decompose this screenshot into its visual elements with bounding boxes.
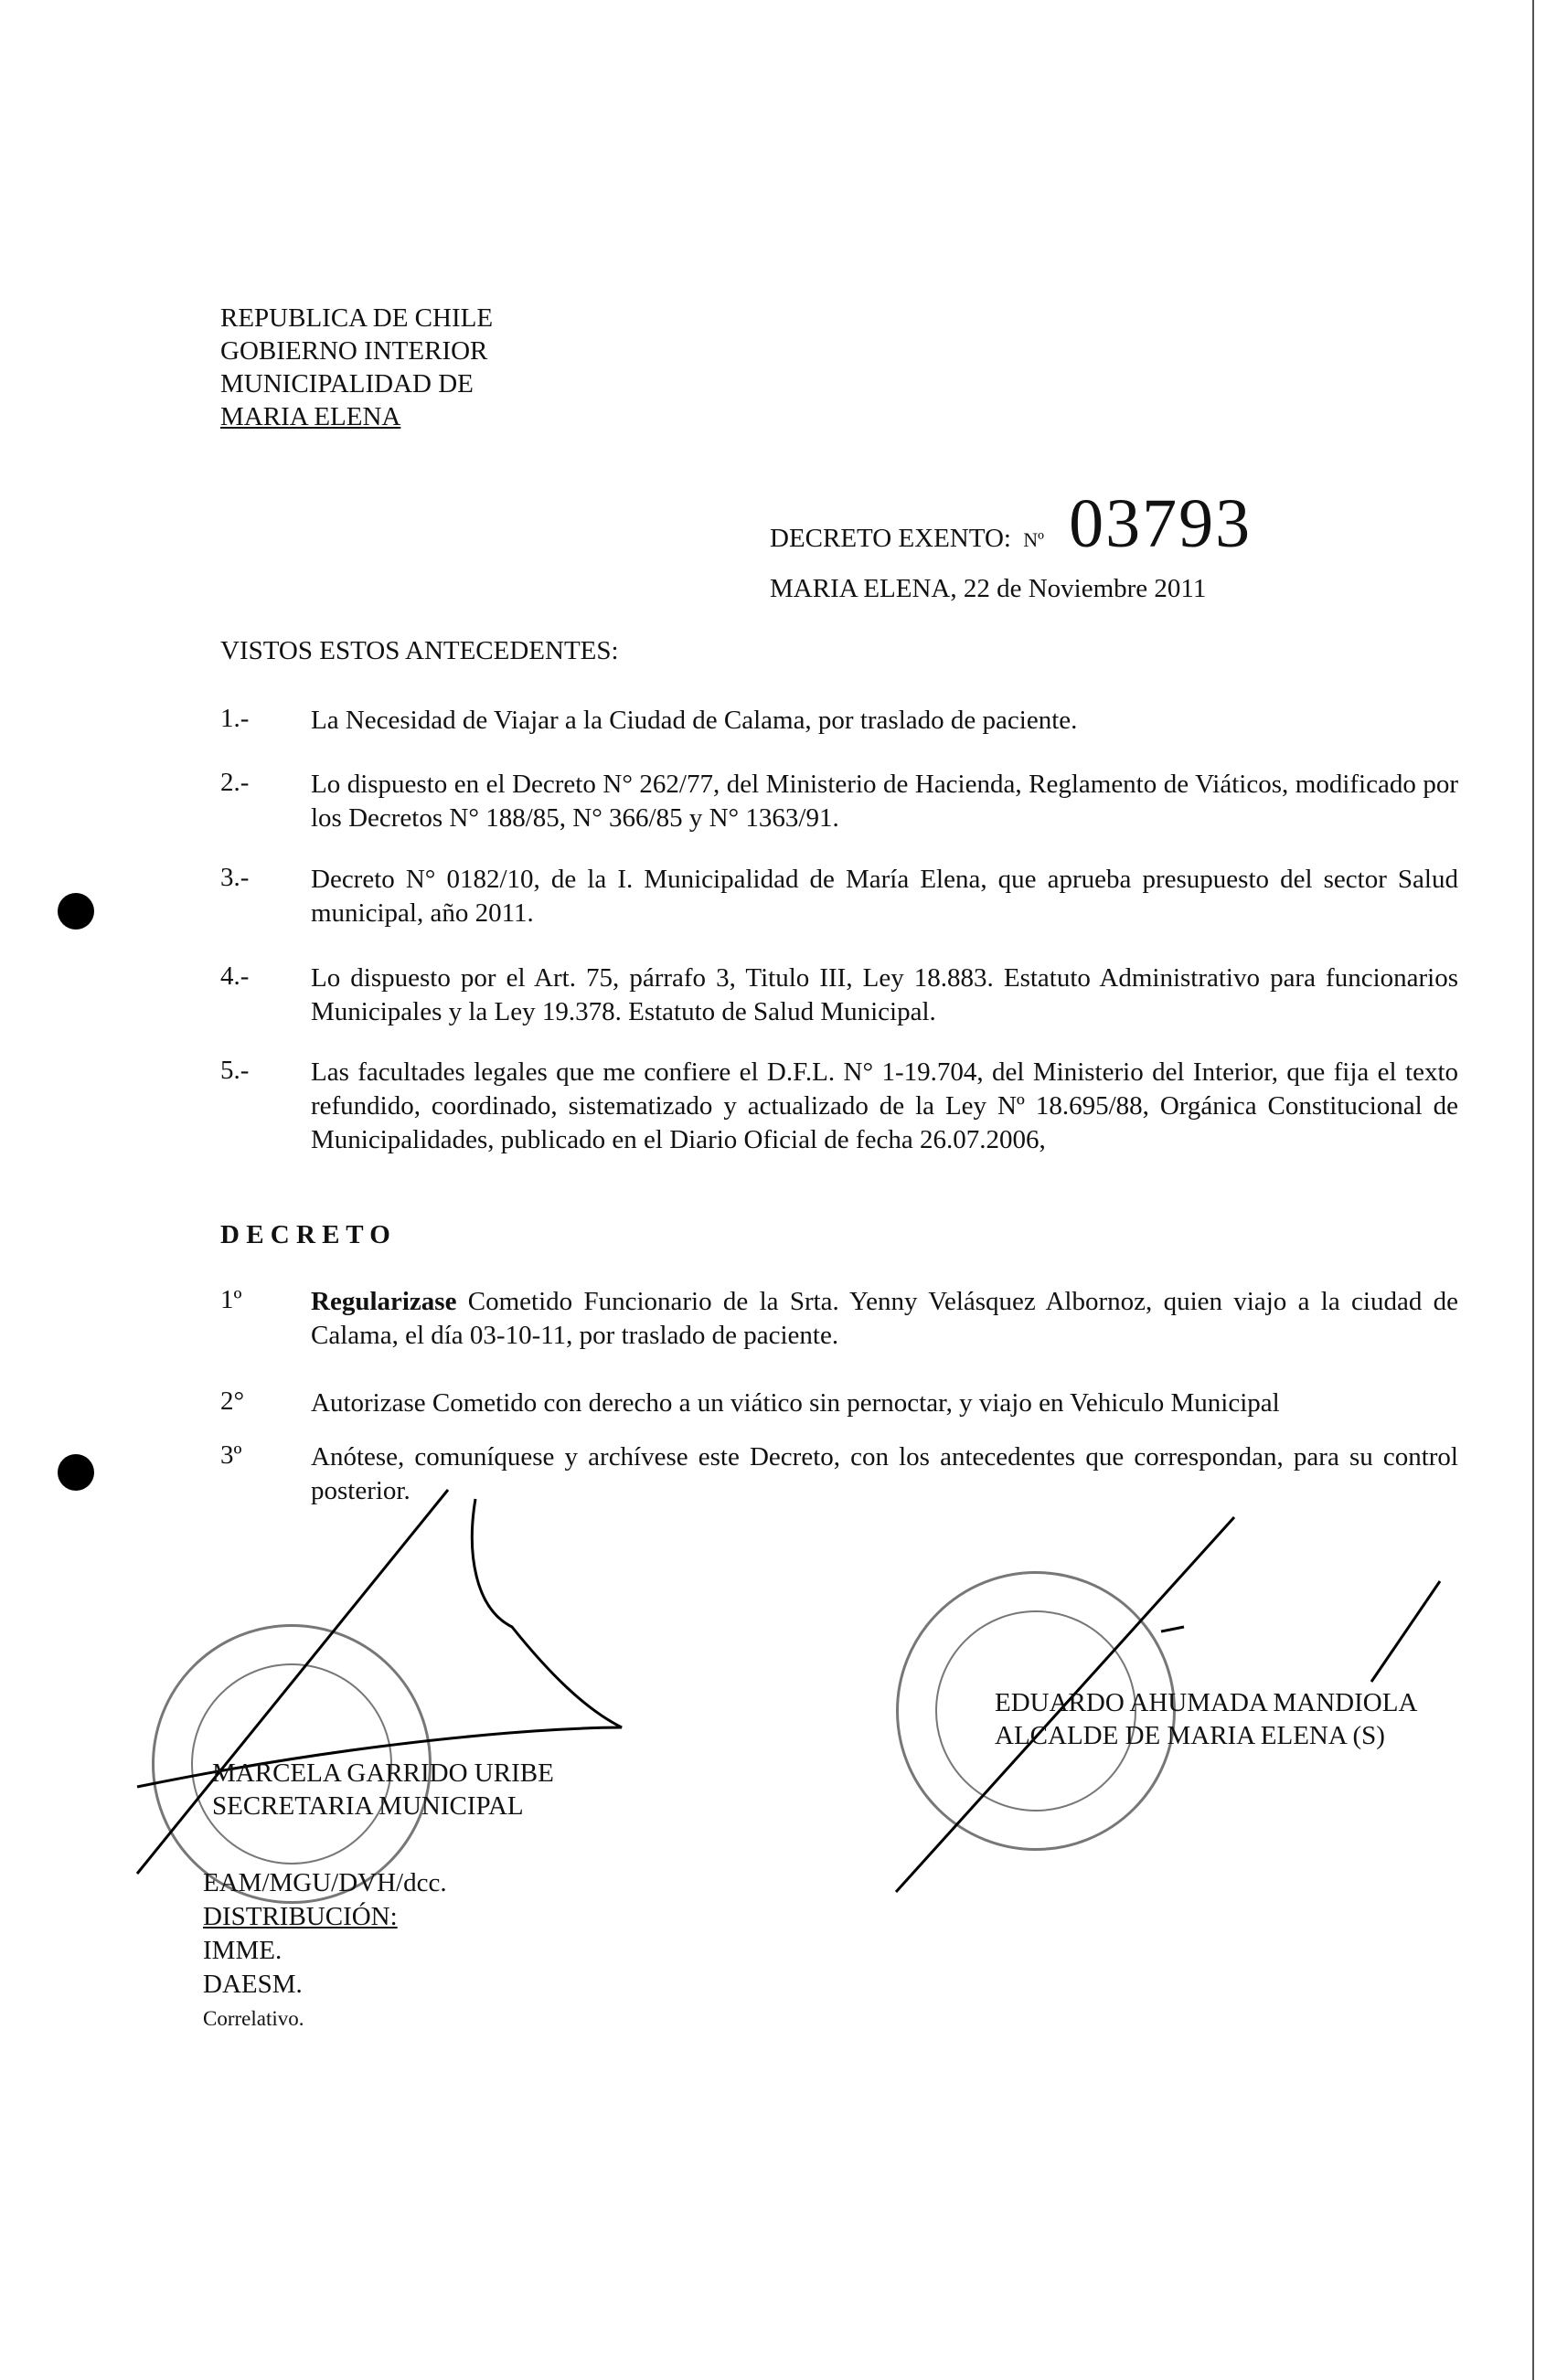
- decreto-item: Anótese, comuníquese y archívese este Decreto, con los antecedentes que correspondan, para su control posterior.: [311, 1442, 1458, 1505]
- header-line: GOBIERNO INTERIOR: [220, 336, 488, 366]
- signer-right-name: EDUARDO AHUMADA MANDIOLA: [995, 1688, 1418, 1717]
- vistos-item: Lo dispuesto por el Art. 75, párrafo 3, Titulo III, Ley 18.883. Estatuto Administrativo para funcionarios Municipales y la Ley 19.378. Estatuto de Salud Municipal.: [311, 963, 1458, 1026]
- decreto-item-bold: Regularizase: [311, 1287, 457, 1316]
- vistos-heading: VISTOS ESTOS ANTECEDENTES:: [220, 636, 619, 665]
- vistos-item: Lo dispuesto en el Decreto N° 262/77, del Ministerio de Hacienda, Reglamento de Viáticos, modificado por los Decretos N° 188/85, N° 366/85 y N° 1363/91.: [311, 770, 1458, 833]
- signer-left-title: SECRETARIA MUNICIPAL: [212, 1791, 524, 1821]
- vistos-num: 3.-: [220, 863, 250, 892]
- header-line: REPUBLICA DE CHILE: [220, 303, 494, 333]
- distribution-item: DAESM.: [203, 1970, 303, 1999]
- vistos-num: 4.-: [220, 962, 250, 991]
- vistos-num: 5.-: [220, 1056, 250, 1085]
- initials: EAM/MGU/DVH/dcc.: [203, 1868, 447, 1897]
- signer-right-title: ALCALDE DE MARIA ELENA (S): [995, 1721, 1385, 1750]
- signer-right: [995, 1686, 1417, 1752]
- vistos-item: La Necesidad de Viajar a la Ciudad de Calama, por traslado de paciente.: [311, 706, 1078, 735]
- decree-number-prefix: Nº: [1023, 528, 1044, 551]
- vistos-item: Las facultades legales que me confiere el D.F.L. N° 1-19.704, del Ministerio del Interior, que fija el texto refundido, coordinado, sistematizado y actualizado de la Ley Nº 18.695/88, Orgánica Constitucional de Municipalidades, publicado en el Diario Oficial de fecha 26.07.2006,: [311, 1057, 1458, 1154]
- decreto-num: 2°: [220, 1387, 245, 1416]
- header-line: MUNICIPALIDAD DE: [220, 369, 474, 398]
- vistos-item: Decreto N° 0182/10, de la I. Municipalidad de María Elena, que aprueba presupuesto del sector Salud municipal, año 2011.: [311, 865, 1458, 928]
- decreto-heading: D E C R E T O: [220, 1220, 390, 1249]
- header-line: MARIA ELENA: [220, 402, 401, 431]
- vistos-num: 2.-: [220, 768, 250, 797]
- decreto-item: Autorizase Cometido con derecho a un viático sin pernoctar, y viajo en Vehiculo Municipal: [311, 1388, 1280, 1418]
- decree-number: 03793: [1069, 485, 1253, 562]
- correlativo: Correlativo.: [203, 2007, 304, 2030]
- signer-left: [212, 1757, 554, 1822]
- signer-left-name: MARCELA GARRIDO URIBE: [212, 1758, 554, 1788]
- decreto-num: 3º: [220, 1440, 242, 1470]
- distribution-item: IMME.: [203, 1936, 283, 1965]
- decreto-num: 1º: [220, 1285, 242, 1314]
- vistos-num: 1.-: [220, 704, 250, 733]
- place-date: MARIA ELENA, 22 de Noviembre 2011: [770, 574, 1207, 603]
- decreto-item-text: Cometido Funcionario de la Srta. Yenny Velásquez Albornoz, quien viajo a la ciudad de Calama, el día 03-10-11, por traslado de paciente.: [311, 1287, 1458, 1350]
- footer: [203, 1866, 447, 2035]
- distribution-heading: DISTRIBUCIÓN:: [203, 1902, 398, 1931]
- decree-label: DECRETO EXENTO:: [770, 524, 1011, 553]
